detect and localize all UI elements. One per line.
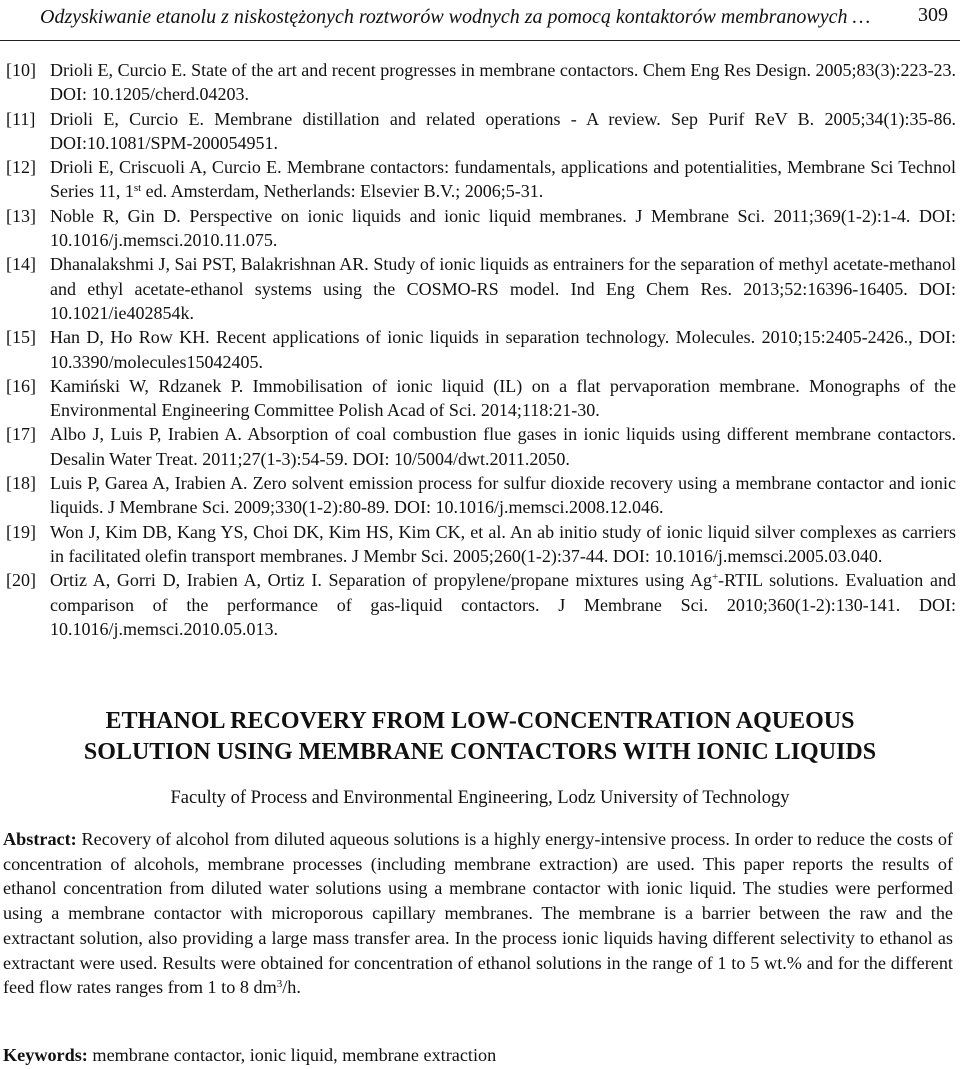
reference-text (50, 155, 956, 204)
reference-text-part: ed. Amsterdam, Netherlands: Elsevier B.V.; 2006;5-31. (141, 181, 544, 202)
keywords-label: Keywords: (3, 1045, 88, 1065)
reference-text: Drioli E, Curcio E. Membrane distillation and related operations - A review. Sep Purif ReV B. 2005;34(1):35-86. DOI:10.1081/SPM-200054951. (50, 108, 956, 153)
reference-text: Won J, Kim DB, Kang YS, Choi DK, Kim HS, Kim CK, et al. An ab initio study of ionic liquid silver complexes as carriers in facilitated olefin transport membranes. J Membr Sci. 2005;260(1-2):37-44. DOI: 10.1016/j.memsci.2005.03.040. (50, 521, 956, 566)
reference-text: Kamiński W, Rdzanek P. Immobilisation of ionic liquid (IL) on a flat pervaporation membrane. Monographs of the Environmental Engineering Committee Polish Acad of Sci. 2014;118:21-30. (50, 375, 956, 421)
reference-item (6, 325, 956, 374)
affiliation: Faculty of Process and Environmental Engineering, Lodz University of Technology (170, 788, 790, 808)
reference-number: [19] (6, 521, 36, 542)
page-number: 309 (918, 4, 948, 26)
paper-title-line: SOLUTION USING MEMBRANE CONTACTORS WITH IONIC LIQUIDS (83, 739, 877, 765)
reference-text: Albo J, Luis P, Irabien A. Absorption of coal combustion flue gases in ionic liquids using different membrane contactors. Desalin Water Treat. 2011;27(1-3):54-59. DOI: 10/5004/dwt.2011.2050. (50, 424, 956, 469)
reference-text: Han D, Ho Row KH. Recent applications of ionic liquids in separation technology. Molecules. 2010;15:2405-2426., DOI: 10.3390/molecules15042405. (50, 327, 956, 372)
reference-list (6, 58, 956, 641)
reference-number: [12] (6, 157, 36, 178)
reference-item (6, 155, 956, 204)
reference-text-part: Drioli E, Criscuoli A, Curcio E. Membrane contactors: fundamentals, applications and potentialities, Membrane Sci Technol Series 11, 1 (50, 157, 956, 202)
reference-item (6, 58, 956, 107)
reference-text: Noble R, Gin D. Perspective on ionic liquids and ionic liquid membranes. J Membrane Sci. 2011;369(1-2):1-4. DOI: 10.1016/j.memsci.2010.11.075. (50, 205, 956, 251)
abstract-text: /h. (282, 977, 301, 998)
keywords (3, 1043, 953, 1067)
reference-number: [17] (6, 424, 36, 445)
reference-item (6, 422, 956, 471)
reference-item (6, 374, 956, 423)
reference-item (6, 107, 956, 156)
reference-number: [13] (6, 205, 36, 226)
reference-number: [11] (6, 108, 36, 129)
abstract (3, 827, 953, 1000)
reference-number: [14] (6, 254, 36, 275)
abstract-label: Abstract: (3, 829, 77, 849)
reference-text-part: Ortiz A, Gorri D, Irabien A, Ortiz I. Separation of propylene/propane mixtures using Ag (50, 570, 712, 591)
reference-item (6, 520, 956, 569)
reference-item (6, 568, 956, 641)
superscript: + (711, 571, 719, 584)
paper-title-line: ETHANOL RECOVERY FROM LOW-CONCENTRATION AQUEOUS (105, 708, 855, 734)
reference-number: [15] (6, 327, 36, 348)
reference-number: [16] (6, 375, 36, 396)
reference-number: [18] (6, 473, 36, 494)
reference-item (6, 471, 956, 520)
reference-text (50, 568, 956, 641)
reference-text: Luis P, Garea A, Irabien A. Zero solvent emission process for sulfur dioxide recovery using a membrane contactor and ionic liquids. J Membrane Sci. 2009;330(1-2):80-89. DOI: 10.1016/j.memsci.2008.12.046. (50, 473, 956, 518)
reference-text-part: -RTIL solutions. Evaluation and comparison of the performance of gas-liquid contactors. J Membrane Sci. 2010;360(1-2):130-141. DOI: 10.1016/j.memsci.2010.05.013. (50, 570, 956, 639)
reference-text: Drioli E, Curcio E. State of the art and recent progresses in membrane contactors. Chem Eng Res Design. 2005;83(3):223-23. DOI: 10.1205/cherd.04203. (50, 60, 956, 105)
running-title: Odzyskiwanie etanolu z niskostężonych roztworów wodnych za pomocą kontaktorów membranowych … (40, 6, 871, 28)
superscript: st (133, 182, 142, 195)
reference-text: Dhanalakshmi J, Sai PST, Balakrishnan AR. Study of ionic liquids as entrainers for the separation of methyl acetate-methanol and ethyl acetate-ethanol systems using the COSMO-RS model. Ind Eng Chem Res. 2013;52:16396-16405. DOI: 10.1021/ie402854k. (50, 254, 956, 323)
reference-item (6, 204, 956, 253)
keywords-text: membrane contactor, ionic liquid, membrane extraction (87, 1045, 497, 1065)
abstract-text: Recovery of alcohol from diluted aqueous solutions is a highly energy-intensive process. In order to reduce the costs of concentration of alcohols, membrane processes (including membrane extraction) are used. This paper reports the results of ethanol concentration from diluted water solutions using a membrane contactor with ionic liquid. The studies were performed using a membrane contactor with microporous capillary membranes. The membrane is a barrier between the raw and the extractant solution, also providing a large mass transfer area. In the process ionic liquids having different selectivity to ethanol as extractant were used. Results were obtained for concentration of ethanol solutions in the range of 1 to 5 wt.% and for the different feed flow rates ranges from 1 to 8 dm (3, 829, 953, 998)
running-header (0, 0, 960, 41)
superscript: 3 (276, 978, 283, 991)
reference-number: [10] (6, 60, 36, 80)
reference-number: [20] (6, 570, 36, 591)
paper-title (0, 706, 960, 768)
reference-item (6, 252, 956, 325)
